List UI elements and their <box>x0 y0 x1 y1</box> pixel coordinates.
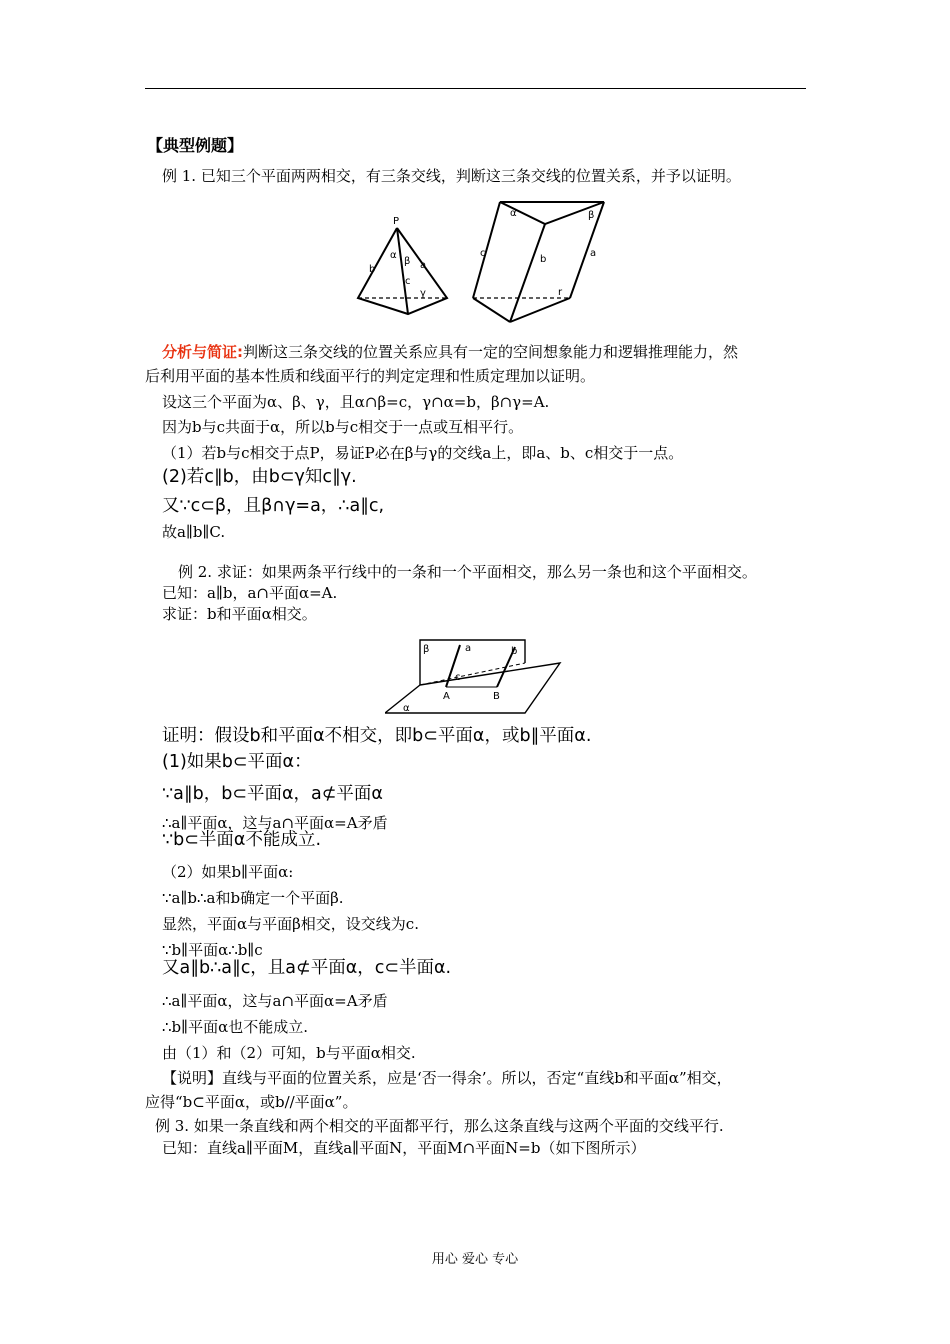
proof-line-1: 证明：假设b和平面α不相交，即b⊂平面α，或b∥平面α. <box>162 726 592 746</box>
example-1-title: 例 1. 已知三个平面两两相交，有三条交线，判断这三条交线的位置关系，并予以证明。 <box>162 167 741 185</box>
label-c: c <box>405 276 411 287</box>
label-beta: β <box>404 256 411 267</box>
label-alpha: α <box>390 250 397 261</box>
proof-line-9: ∵b∥平面α∴b∥c <box>162 941 263 959</box>
note-line-2: 应得“b⊂平面α，或b//平面α”。 <box>145 1093 358 1111</box>
label-a: a <box>465 643 472 654</box>
example-3-given: 已知：直线a∥平面M，直线a∥平面N，平面M∩平面N=b（如下图所示） <box>162 1139 646 1157</box>
label-A: A <box>443 691 450 702</box>
label-gamma: γ <box>420 288 426 299</box>
example-2-figure <box>385 635 565 720</box>
analysis-text-1: 判断这三条交线的位置关系应具有一定的空间想象能力和逻辑推理能力，然 <box>243 343 739 361</box>
label-P: P <box>393 216 400 227</box>
label-b: b <box>369 264 376 275</box>
proof-line-7: ∵a∥b∴a和b确定一个平面β. <box>162 889 344 907</box>
label-r: r <box>558 287 563 298</box>
ex1-line-5: 又∵c⊂β，且β∩γ=a，∴a∥c, <box>162 496 385 516</box>
example-3-title: 例 3. 如果一条直线和两个相交的平面都平行，那么这条直线与这两个平面的交线平行. <box>155 1117 724 1135</box>
label-c: c <box>455 672 461 683</box>
proof-line-11: ∴a∥平面α，这与a∩平面α=A矛盾 <box>162 992 388 1010</box>
label-a: a <box>590 248 597 259</box>
label-c: c <box>480 248 486 259</box>
analysis-label: 分析与简证: <box>162 343 243 361</box>
label-b: b <box>511 646 518 657</box>
label-alpha: α <box>510 208 517 219</box>
example-2-prove: 求证：b和平面α相交。 <box>162 605 317 623</box>
example-2-title: 例 2. 求证：如果两条平行线中的一条和一个平面相交，那么另一条也和这个平面相交。 <box>178 563 757 581</box>
analysis-line-1 <box>162 342 738 362</box>
note-line-1: 【说明】直线与平面的位置关系，应是‘否一得余’。所以，否定“直线b和平面α”相交， <box>162 1069 732 1087</box>
example-2-given: 已知：a∥b，a∩平面α=A. <box>162 584 338 602</box>
page-footer: 用心 爱心 专心 <box>431 1252 519 1267</box>
label-B: B <box>493 691 500 702</box>
proof-line-2: (1)如果b⊂平面α： <box>162 752 312 772</box>
label-alpha: α <box>403 703 410 714</box>
ex1-line-1: 设这三个平面为α、β、γ，且α∩β=c，γ∩α=b，β∩γ=A. <box>162 393 550 411</box>
proof-line-8: 显然，平面α与平面β相交，设交线为c. <box>162 915 419 933</box>
proof-line-3: ∵a∥b，b⊂平面α，a⊄平面α <box>162 784 383 804</box>
section-heading: 【典型例题】 <box>147 136 244 155</box>
proof-line-5: ∵b⊂半面α不能成立. <box>162 830 322 850</box>
label-beta: β <box>588 210 595 221</box>
label-b: b <box>540 254 547 265</box>
ex1-line-6: 故a∥b∥C. <box>162 523 226 541</box>
label-a: a <box>420 260 427 271</box>
ex1-line-4: (2)若c∥b，由b⊂γ知c∥γ. <box>162 467 357 487</box>
proof-line-13: 由（1）和（2）可知，b与平面α相交. <box>162 1044 416 1062</box>
proof-line-6: （2）如果b∥平面α: <box>162 863 294 881</box>
proof-line-12: ∴b∥平面α也不能成立. <box>162 1018 308 1036</box>
label-beta: β <box>423 644 430 655</box>
ex1-line-3: （1）若b与c相交于点P，易证P必在β与γ的交线a上，即a、b、c相交于一点。 <box>162 444 684 462</box>
analysis-line-2: 后利用平面的基本性质和线面平行的判定定理和性质定理加以证明。 <box>145 367 596 385</box>
example-1-figure <box>350 198 620 328</box>
proof-line-10: 又a∥b∴a∥c，且a⊄平面α，c⊂半面α. <box>162 958 452 978</box>
proof-line-4: ∴a∥平面α，这与a∩平面α=A矛盾 <box>162 814 388 832</box>
ex1-line-2: 因为b与c共面于α，所以b与c相交于一点或互相平行。 <box>162 418 524 436</box>
header-rule <box>145 88 806 89</box>
